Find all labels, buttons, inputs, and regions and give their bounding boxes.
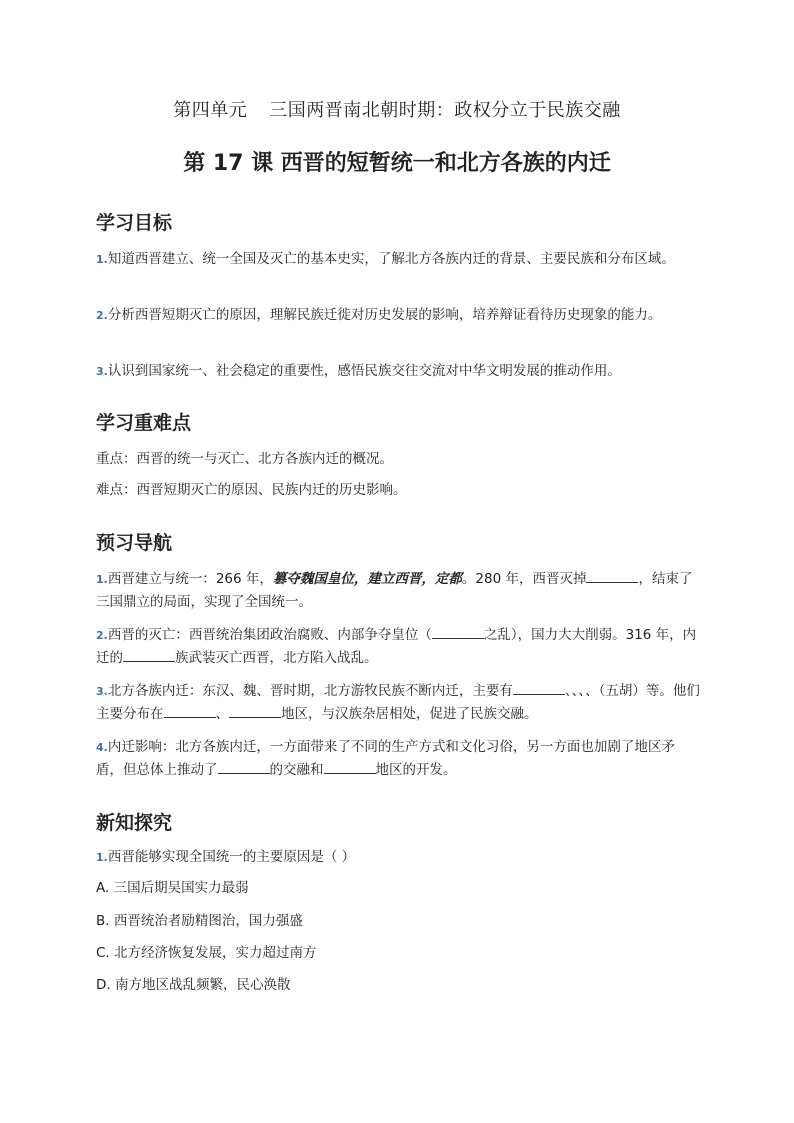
fill-blank[interactable] (164, 705, 216, 718)
fill-blank[interactable] (229, 705, 281, 718)
fill-blank[interactable] (324, 761, 376, 774)
key-focus: 重点：西晋的统一与灭亡、北方各族内迁的概况。 (96, 451, 393, 467)
question: 1.西晋能够实现全国统一的主要原因是（ ） (96, 849, 356, 865)
preview-item-4: 4.内迁影响：北方各族内迁，一方面带来了不同的生产方式和文化习俗，另一方面也加剧了地区矛盾，但总体上推动了 的交融和 地区的开发。 (96, 739, 675, 778)
objective-item: 1.知道西晋建立、统一全国及灭亡的基本史实，了解北方各族内迁的背景、主要民族和分布区域。 (96, 251, 675, 267)
fill-blank[interactable] (432, 626, 484, 639)
preview-item-2: 2.西晋的灭亡：西晋统治集团政治腐败、内部争夺皇位（ 之乱），国力大大削弱。316 年，内迁的 族武装灭亡西晋，北方陷入战乱。 (96, 627, 697, 666)
unit-title (0, 96, 794, 122)
preview-item-3: 3.北方各族内迁：东汉、魏、晋时期，北方游牧民族不断内迁，主要有 、、、、（五胡）等。他们主要分布在 、 地区，与汉族杂居相处，促进了民族交融。 (96, 683, 700, 722)
fill-blank[interactable] (586, 570, 638, 583)
key-difficulty: 难点：西晋短期灭亡的原因、民族内迁的历史影响。 (96, 482, 407, 498)
option-a[interactable]: A. 三国后期吴国实力最弱 (96, 880, 249, 896)
objective-item: 3.认识到国家统一、社会稳定的重要性，感悟民族交往交流对中华文明发展的推动作用。 (96, 363, 621, 379)
option-d[interactable]: D. 南方地区战乱频繁，民心涣散 (96, 977, 291, 993)
fill-blank[interactable] (513, 682, 565, 695)
unit-topic: 三国两晋南北朝时期：政权分立于民族交融 (269, 100, 621, 121)
unit-label: 第四单元 (173, 100, 248, 121)
option-b[interactable]: B. 西晋统治者励精图治，国力强盛 (96, 913, 303, 929)
option-c[interactable]: C. 北方经济恢复发展，实力超过南方 (96, 945, 317, 961)
explore-heading: 新知探究 (96, 812, 173, 834)
objective-item: 2.分析西晋短期灭亡的原因，理解民族迁徙对历史发展的影响，培养辩证看待历史现象的能力。 (96, 307, 662, 323)
key-points-heading: 学习重难点 (96, 412, 192, 434)
preview-item-1: 1.西晋建立与统一：266 年，篡夺魏国皇位，建立西晋，定都。280 年，西晋灭掉 ，结束了三国鼎立的局面，实现了全国统一。 (96, 571, 693, 610)
preview-heading: 预习导航 (96, 532, 173, 554)
fill-blank[interactable] (218, 761, 270, 774)
objectives-heading: 学习目标 (96, 212, 173, 234)
lesson-title: 第 17 课 西晋的短暂统一和北方各族的内迁 (183, 151, 611, 176)
fill-blank[interactable] (123, 649, 175, 662)
